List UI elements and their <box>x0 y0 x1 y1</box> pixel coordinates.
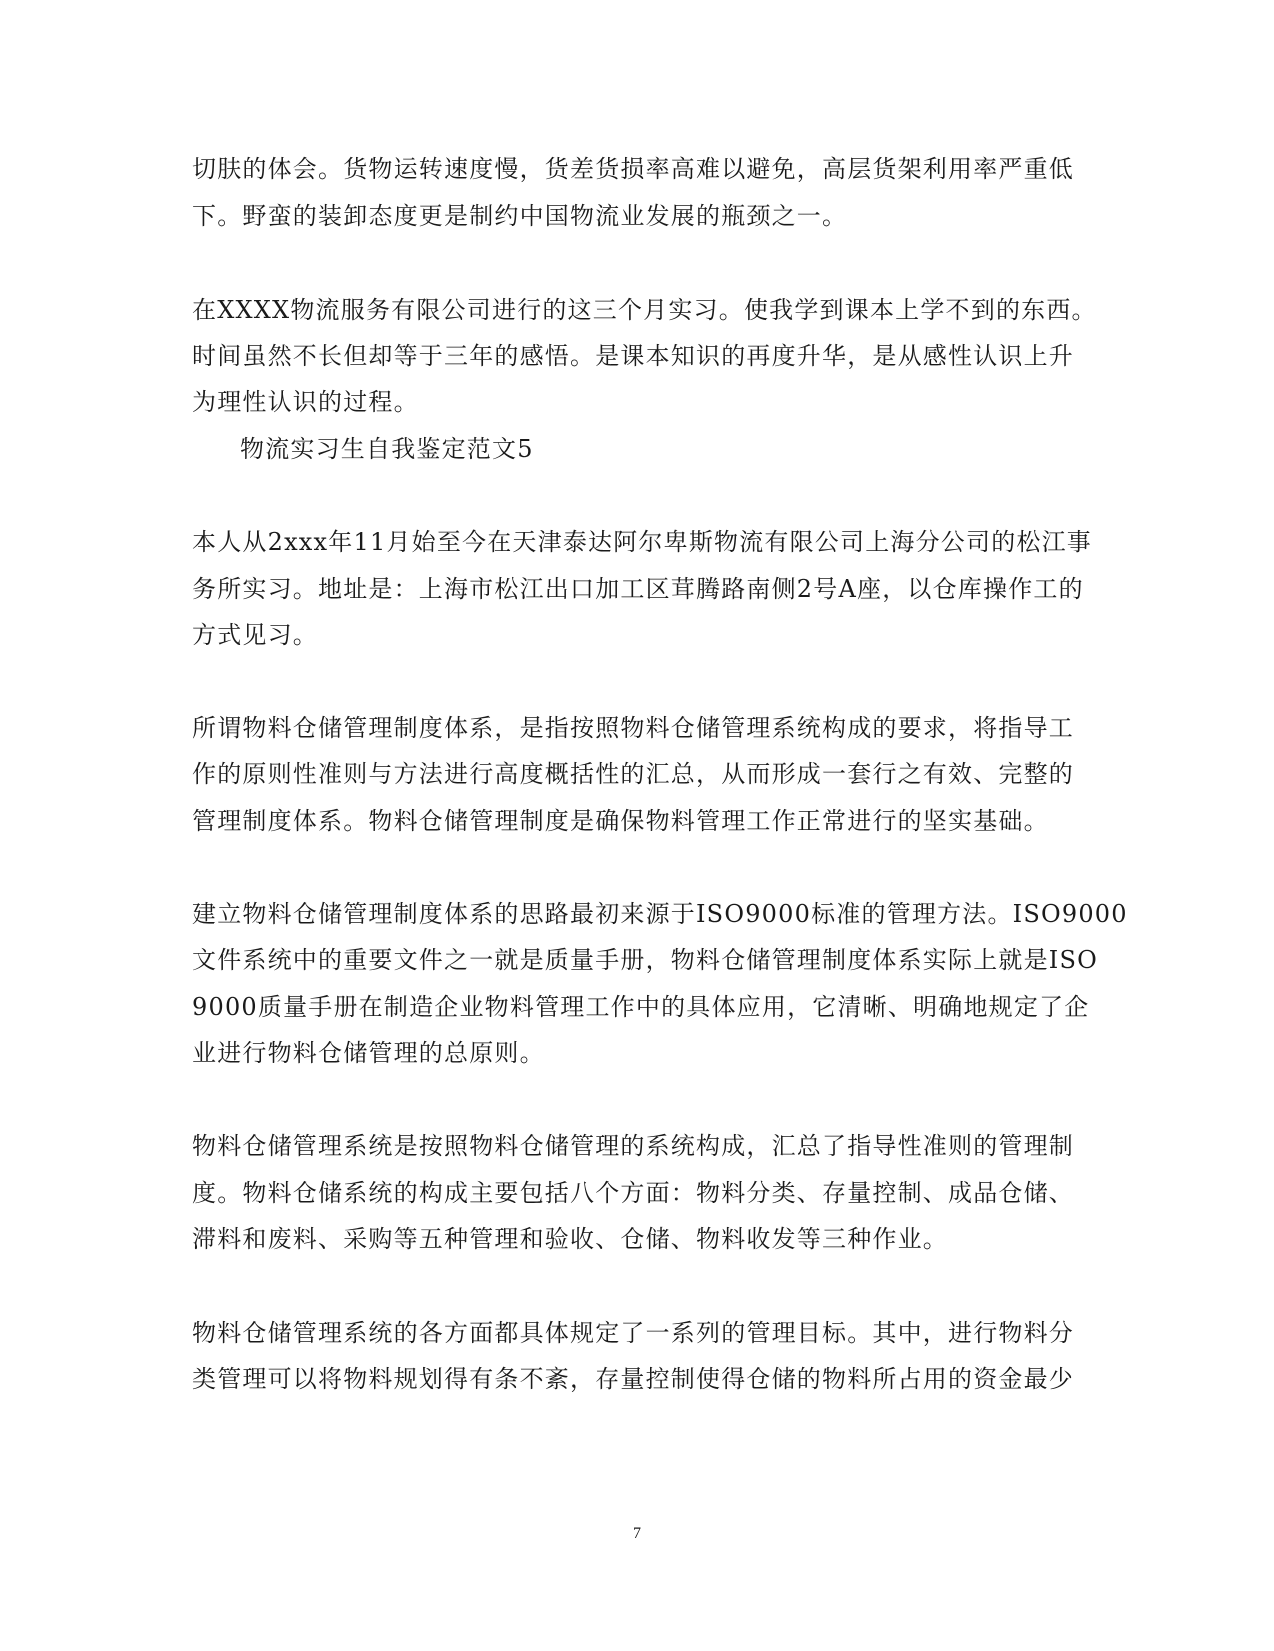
paragraph-line: 物料仓储管理系统的各方面都具体规定了一系列的管理目标。其中，进行物料分 <box>192 1319 1074 1347</box>
paragraph-line: 物料仓储管理系统是按照物料仓储管理的系统构成，汇总了指导性准则的管理制 <box>192 1132 1074 1160</box>
paragraph-line: 务所实习。地址是：上海市松江出口加工区茸腾路南侧2号A座，以仓库操作工的 <box>192 575 1084 603</box>
paragraph-line: 滞料和废料、采购等五种管理和验收、仓储、物料收发等三种作业。 <box>192 1225 948 1253</box>
paragraph-line: 度。物料仓储系统的构成主要包括八个方面：物料分类、存量控制、成品仓储、 <box>192 1179 1074 1207</box>
paragraph-line: 业进行物料仓储管理的总原则。 <box>192 1039 545 1067</box>
paragraph-line: 切肤的体会。货物运转速度慢，货差货损率高难以避免，高层货架利用率严重低 <box>192 155 1074 183</box>
paragraph-line: 在XXXX物流服务有限公司进行的这三个月实习。使我学到课本上学不到的东西。 <box>192 296 1097 324</box>
paragraph-line: 所谓物料仓储管理制度体系，是指按照物料仓储管理系统构成的要求，将指导工 <box>192 714 1074 742</box>
paragraph-line: 方式见习。 <box>192 621 318 649</box>
section-heading: 物流实习生自我鉴定范文5 <box>240 435 534 463</box>
paragraph-line: 下。野蛮的装卸态度更是制约中国物流业发展的瓶颈之一。 <box>192 202 848 230</box>
paragraph-line: 作的原则性准则与方法进行高度概括性的汇总，从而形成一套行之有效、完整的 <box>192 760 1074 788</box>
page-number: 7 <box>633 1525 641 1542</box>
paragraph-line: 时间虽然不长但却等于三年的感悟。是课本知识的再度升华，是从感性认识上升 <box>192 342 1074 370</box>
paragraph-line: 建立物料仓储管理制度体系的思路最初来源于ISO9000标准的管理方法。ISO9000 <box>192 900 1128 928</box>
paragraph-line: 为理性认识的过程。 <box>192 388 419 416</box>
paragraph-line: 管理制度体系。物料仓储管理制度是确保物料管理工作正常进行的坚实基础。 <box>192 807 1049 835</box>
paragraph-line: 9000质量手册在制造企业物料管理工作中的具体应用，它清晰、明确地规定了企 <box>192 993 1090 1021</box>
paragraph-line: 本人从2xxx年11月始至今在天津泰达阿尔卑斯物流有限公司上海分公司的松江事 <box>192 528 1093 556</box>
paragraph-line: 文件系统中的重要文件之一就是质量手册，物料仓储管理制度体系实际上就是ISO <box>192 946 1098 974</box>
paragraph-line: 类管理可以将物料规划得有条不紊，存量控制使得仓储的物料所占用的资金最少 <box>192 1365 1074 1393</box>
